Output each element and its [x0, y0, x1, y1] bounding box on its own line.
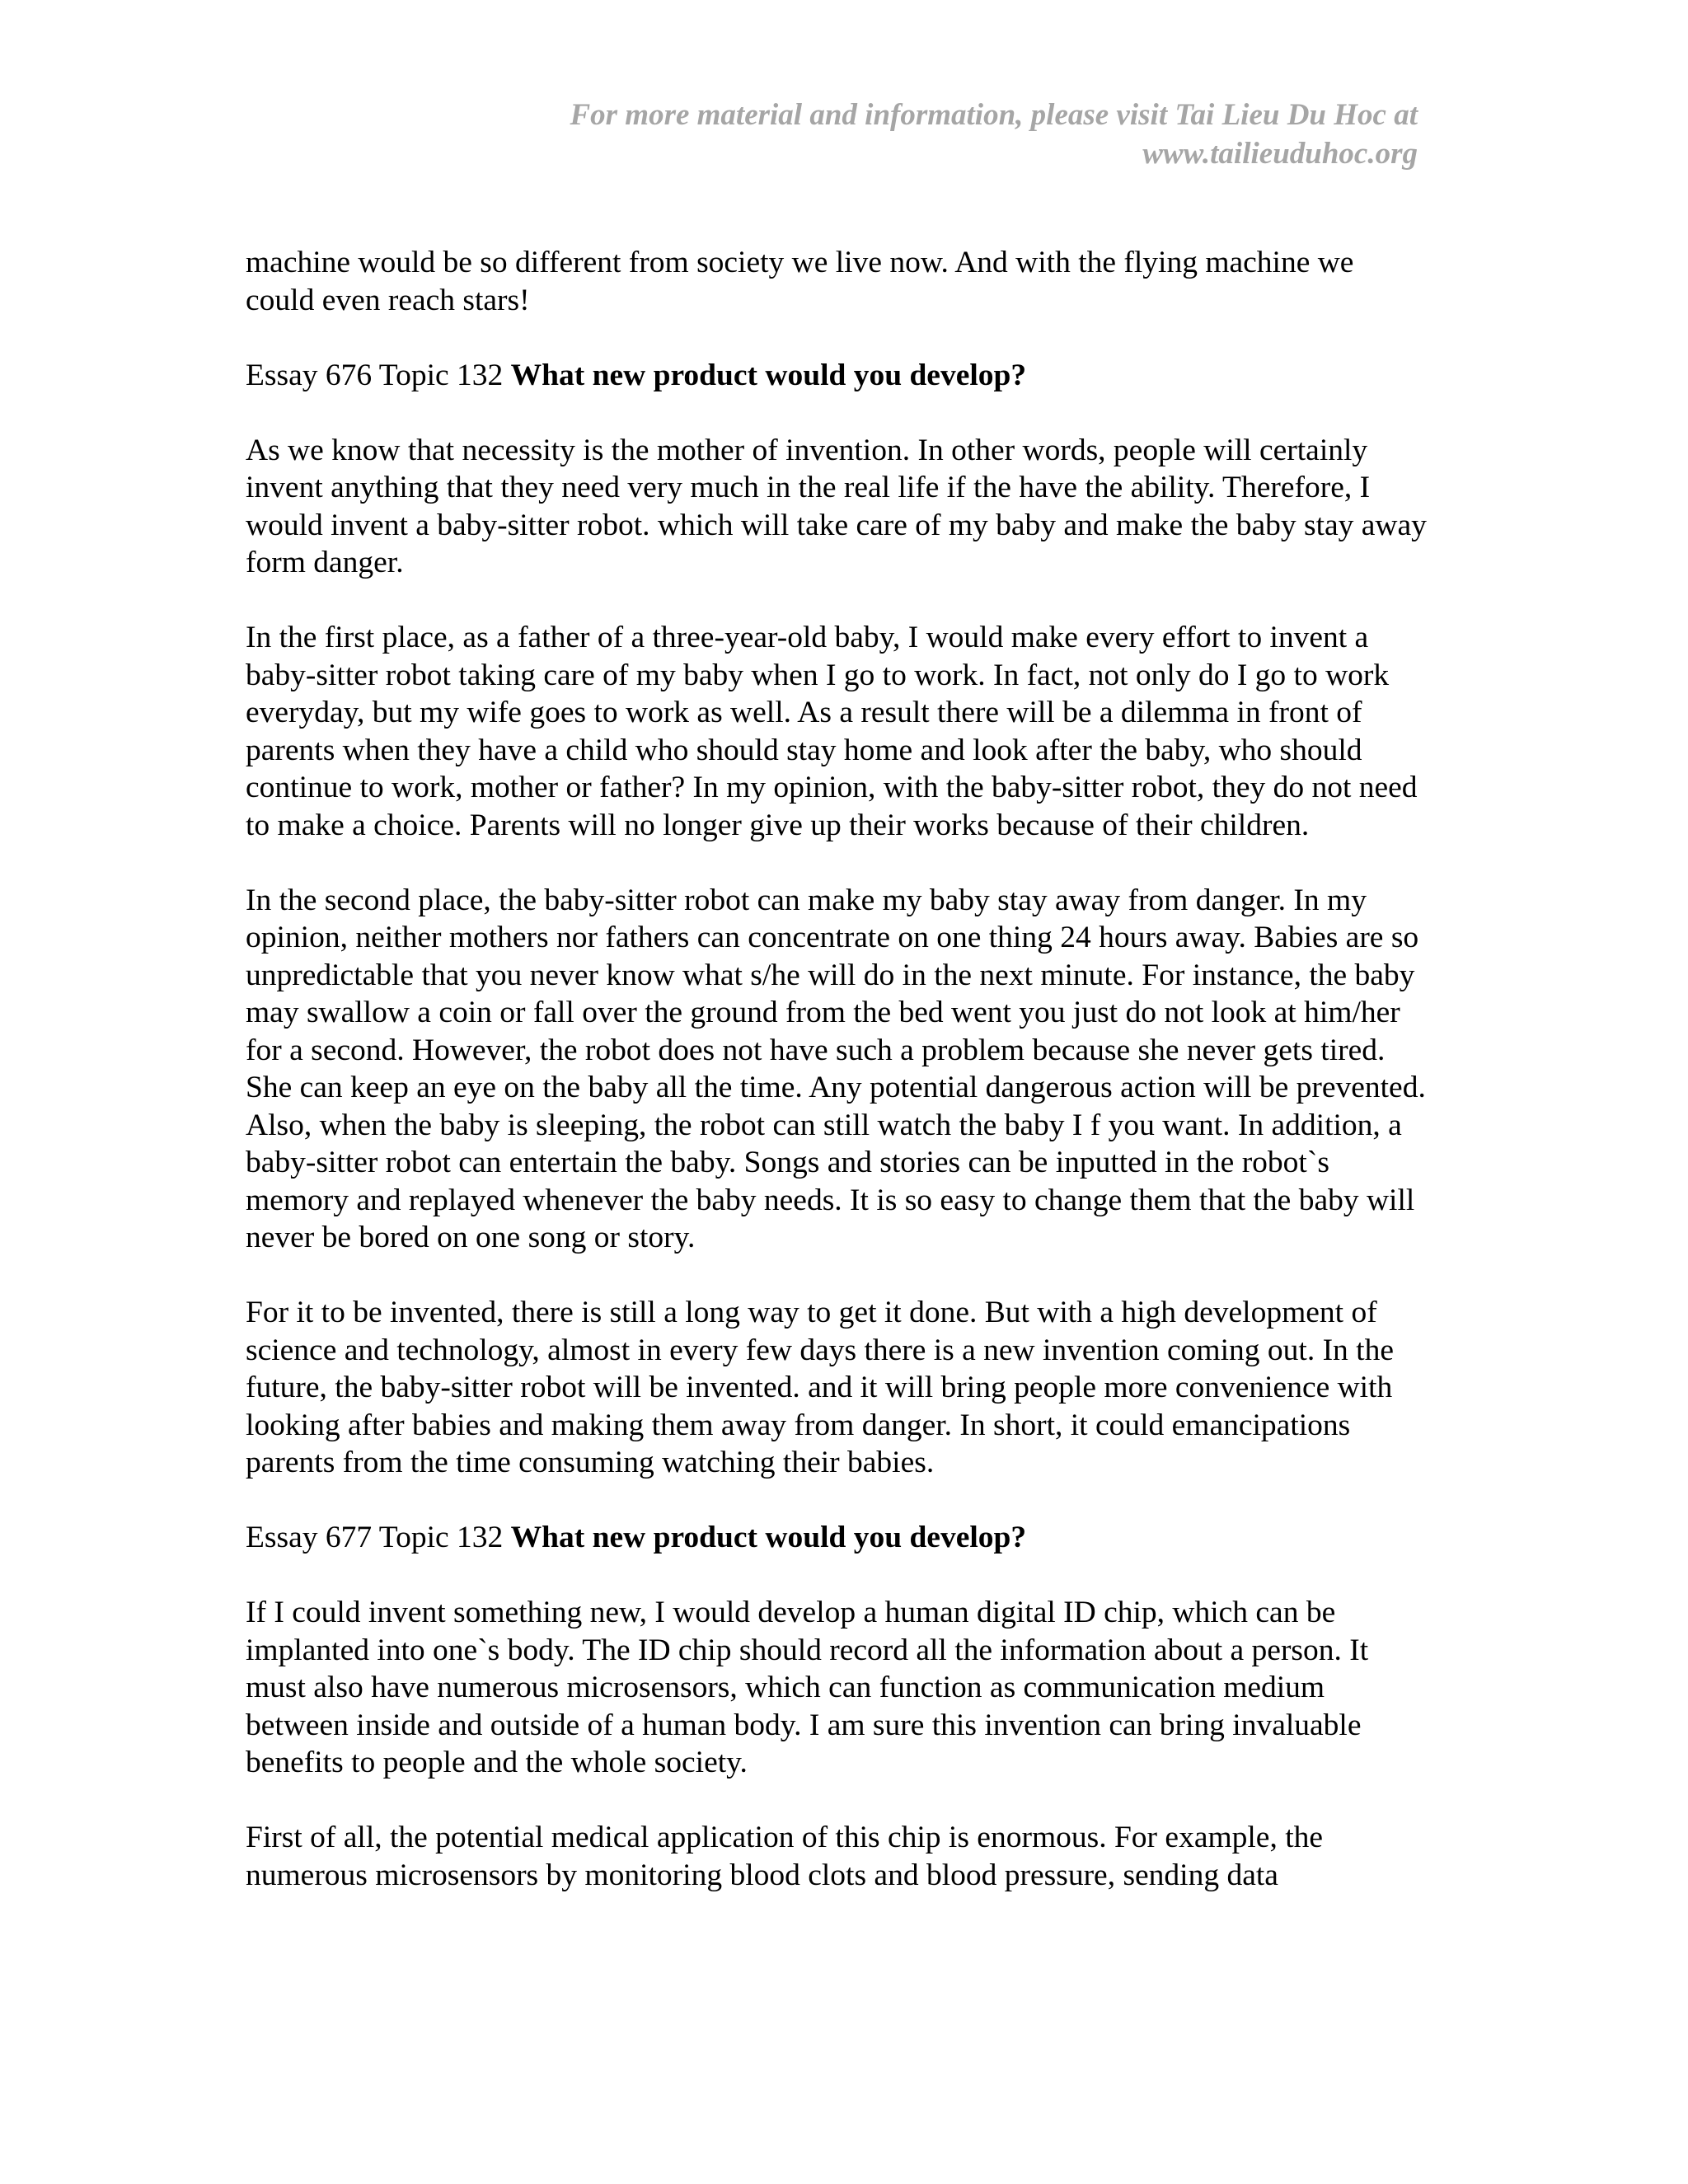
header-url: www.tailieuduhoc.org	[1142, 137, 1418, 171]
essay-676-paragraph-4: For it to be invented, there is still a long way to get it done. But with a high development of science and technology, almost in every few days there is a new invention coming out. In the future, the baby-sitter robot will be invented. and it will bring people more convenience with looking after babies and making them away from danger. In short, it could emancipations parents from the time consuming watching their babies.	[246, 1296, 1394, 1479]
essay-676-paragraph-3: In the second place, the baby-sitter robot can make my baby stay away from danger. In my opinion, neither mothers nor fathers can concentrate on one thing 24 hours away. Babies are so unpredictable that you never know what s/he will do in the next minute. For instance, the baby may swallow a coin or fall over the ground from the bed went you just do not look at him/her for a second. However, the robot does not have such a problem because she never gets tired. She can keep an eye on the baby all the time. Any potential dangerous action will be prevented. Also, when the baby is sleeping, the robot can still watch the baby I f you want. In addition, a baby-sitter robot can entertain the baby. Songs and stories can be inputted in the robot`s memory and replayed whenever the baby needs. It is so easy to change them that the baby will never be bored on one song or story.	[246, 883, 1426, 1254]
header-line-1: For more material and information, please visit Tai Lieu Du Hoc at	[570, 98, 1418, 132]
essay-676-label: Essay 676 Topic 132	[246, 358, 511, 392]
essay-677-label: Essay 677 Topic 132	[246, 1521, 511, 1554]
essay-677-heading	[246, 1519, 1429, 1557]
essay-676-paragraph-1: As we know that necessity is the mother of invention. In other words, people will certainly invent anything that they need very much in the real life if the have the ability. Therefore, I would invent a baby-sitter robot. which will take care of my baby and make the baby stay away form danger.	[246, 433, 1427, 579]
essay-676-paragraph-2: In the first place, as a father of a three-year-old baby, I would make every effort to invent a baby-sitter robot taking care of my baby when I go to work. In fact, not only do I go to work everyday, but my wife goes to work as well. As a result there will be a dilemma in front of parents when they have a child who should stay home and look after the baby, who should continue to work, mother or father? In my opinion, with the baby-sitter robot, they do not need to make a choice. Parents will no longer give up their works because of their children.	[246, 621, 1418, 842]
page-header	[264, 96, 1418, 173]
essay-676-title: What new product would you develop?	[510, 358, 1027, 392]
essay-676-heading	[246, 357, 1429, 395]
essay-677-title: What new product would you develop?	[510, 1521, 1027, 1554]
essay-677-paragraph-2: First of all, the potential medical application of this chip is enormous. For example, the numerous microsensors by monitoring blood clots and blood pressure, sending data	[246, 1821, 1324, 1892]
essay-677-paragraph-1: If I could invent something new, I would develop a human digital ID chip, which can be implanted into one`s body. The ID chip should record all the information about a person. It must also have numerous microsensors, which can function as communication medium between inside and outside of a human body. I am sure this invention can bring invaluable benefits to people and the whole society.	[246, 1596, 1369, 1779]
paragraph-continuation: machine would be so different from society we live now. And with the flying machine we could even reach stars!	[246, 246, 1354, 317]
document-body	[246, 244, 1429, 1932]
